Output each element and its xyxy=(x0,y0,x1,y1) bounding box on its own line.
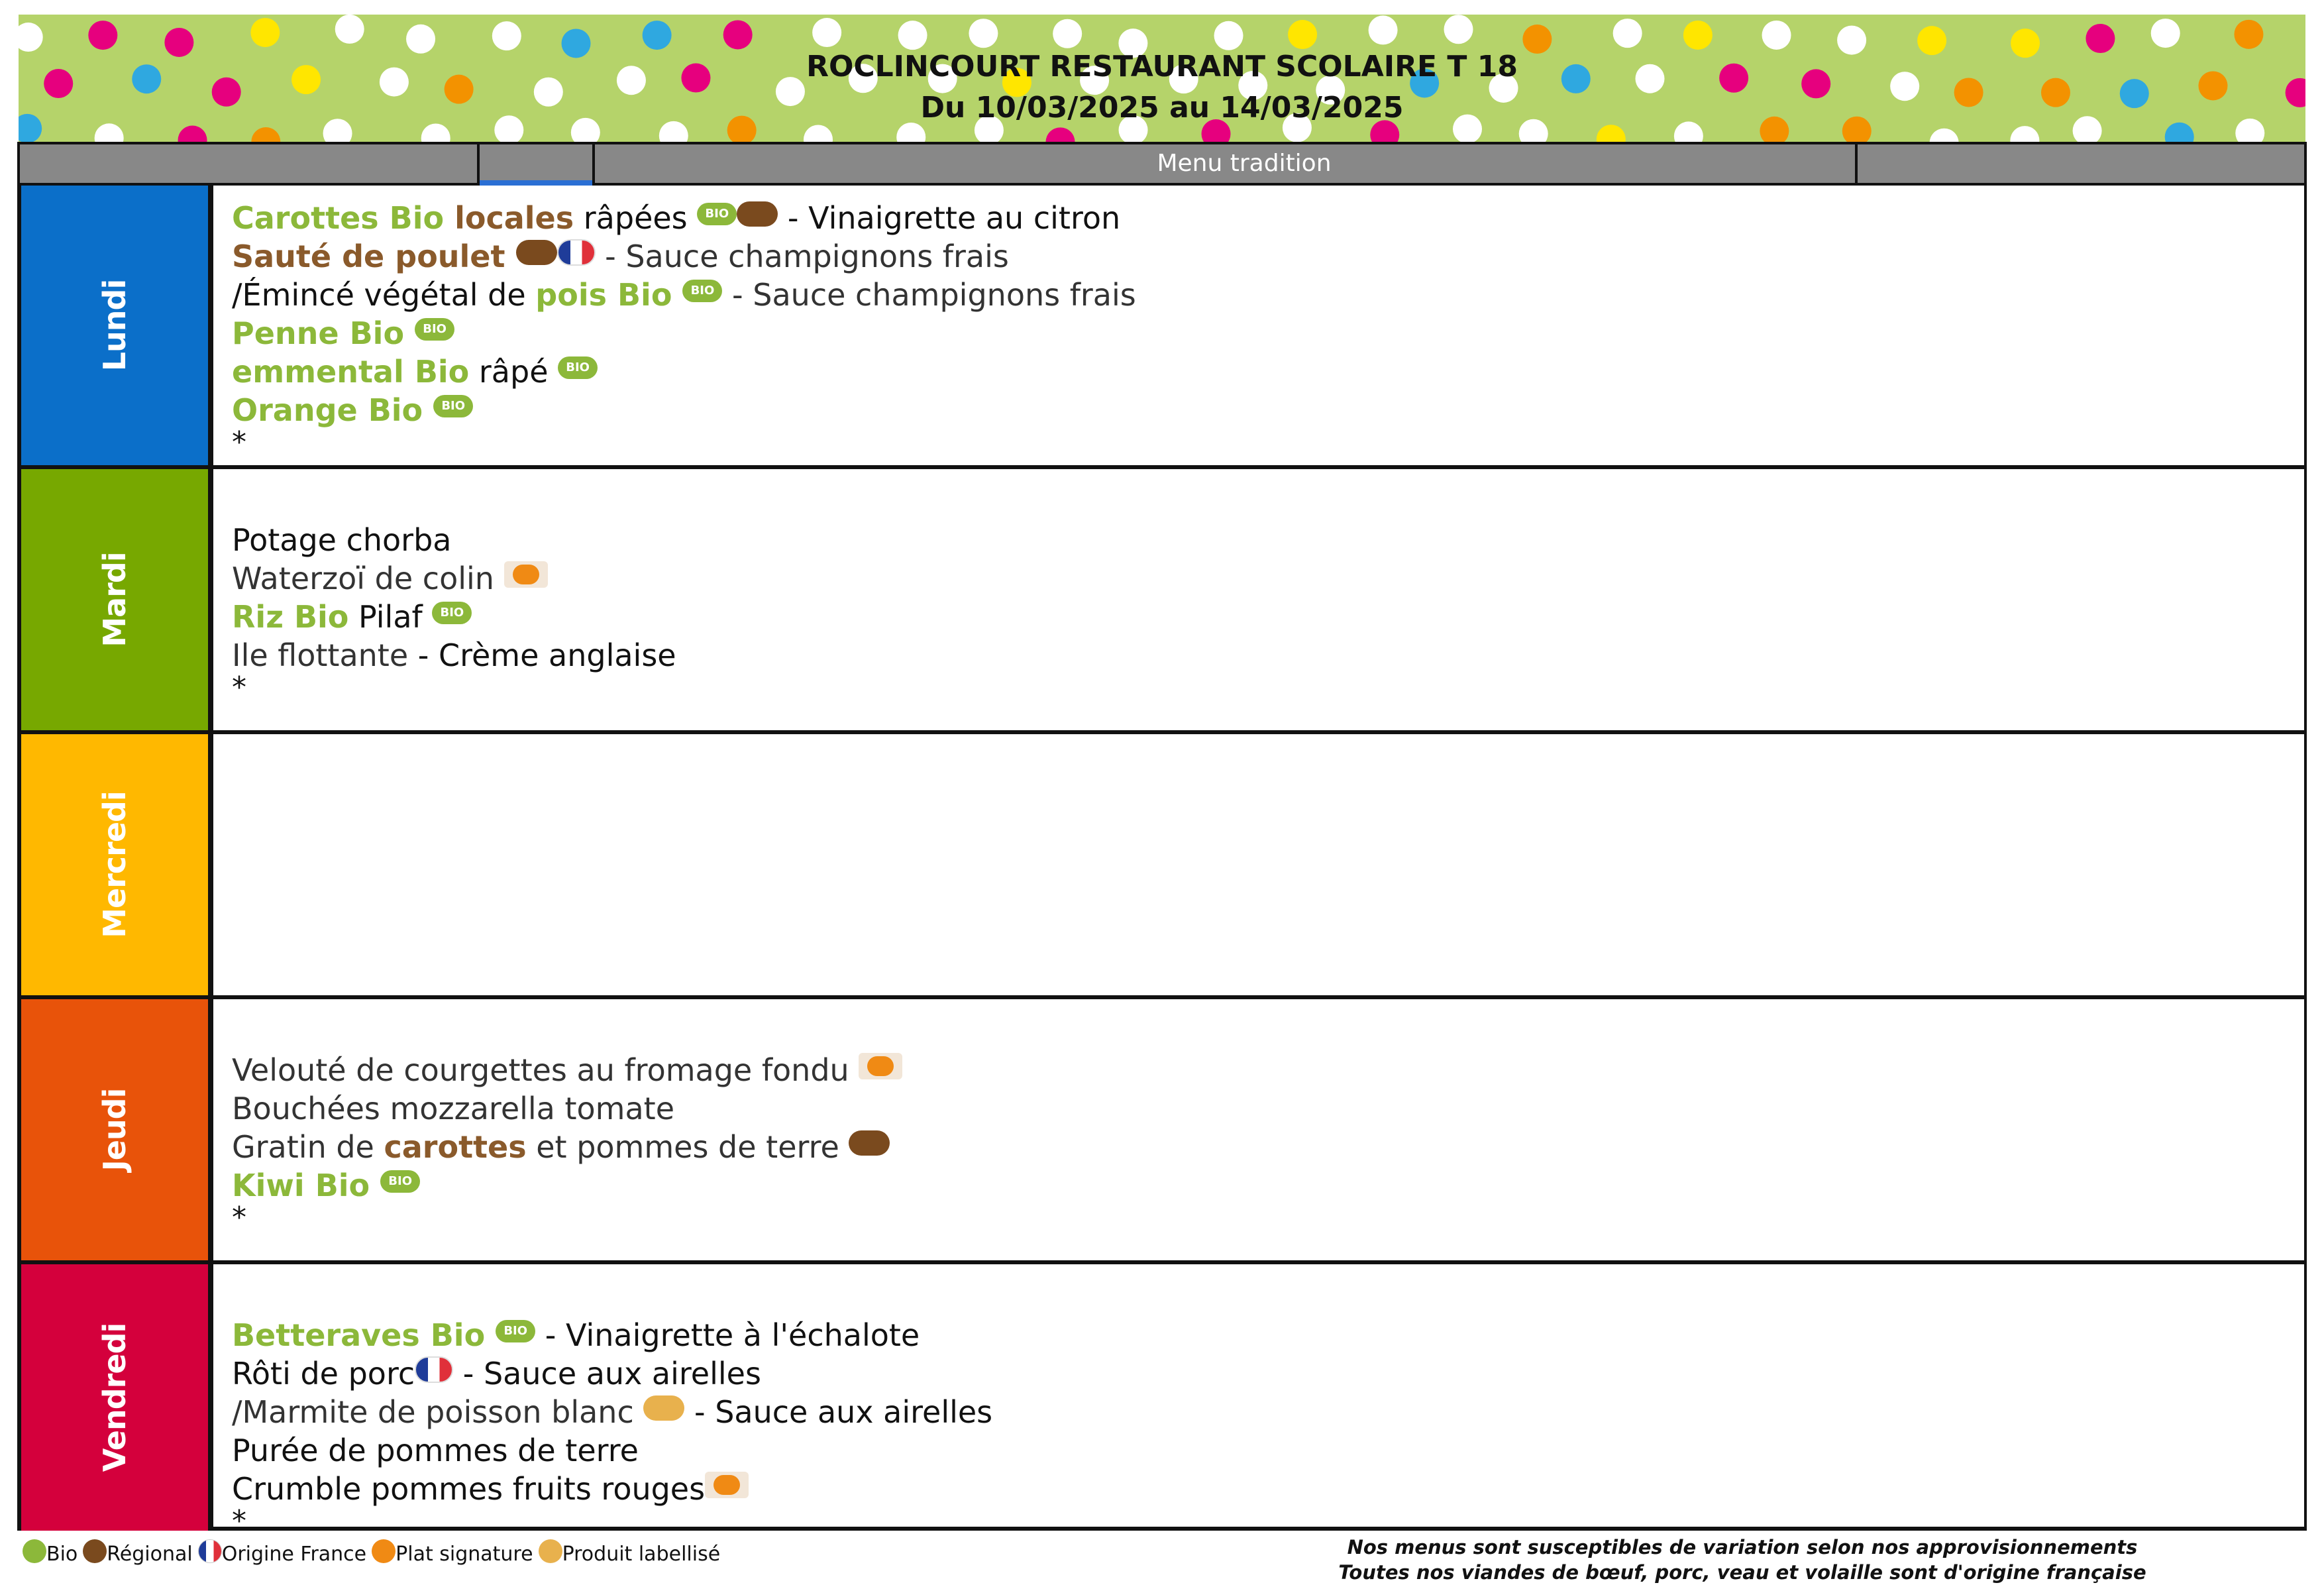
polka-dot xyxy=(1444,15,1473,44)
menu-text: Pilaf xyxy=(348,599,433,635)
menu-text: - Sauce champignons frais xyxy=(595,239,1009,274)
menu-text: Orange Bio xyxy=(232,392,434,428)
day-label-cell xyxy=(21,734,213,995)
regional-icon xyxy=(737,201,778,227)
day-name: Mercredi xyxy=(97,791,132,938)
legend-label: Plat signature xyxy=(396,1543,533,1566)
legend-label: Bio xyxy=(46,1543,78,1566)
polka-dot xyxy=(1930,129,1959,142)
day-label-cell xyxy=(21,186,213,465)
menu-line xyxy=(232,1393,2291,1431)
weekly-menu-table xyxy=(17,186,2307,1538)
french-flag-icon xyxy=(557,239,596,266)
legend-item xyxy=(23,1543,78,1566)
polka-dot xyxy=(1369,15,1398,44)
column-separator xyxy=(477,142,480,186)
column-header-bar xyxy=(17,142,2307,186)
menu-line xyxy=(232,391,2291,429)
column-separator xyxy=(592,142,595,186)
day-label-cell xyxy=(21,469,213,730)
polka-dot xyxy=(1053,19,1082,48)
menu-line xyxy=(232,1128,2291,1166)
polka-dot xyxy=(723,20,753,49)
label-rosette-icon xyxy=(643,1395,684,1421)
menu-text: - Vinaigrette à l'échalote xyxy=(535,1317,920,1353)
day-row-mardi xyxy=(21,469,2304,734)
polka-dot xyxy=(250,18,280,47)
bio-icon: BIO xyxy=(496,1320,535,1342)
polka-dot xyxy=(2151,19,2180,48)
menu-text: pois Bio xyxy=(535,277,683,313)
menu-text: Velouté de courgettes au fromage fondu xyxy=(232,1052,859,1088)
note-supply-variation: Nos menus sont susceptibles de variation selon nos approvisionnements xyxy=(1347,1536,2138,1558)
menu-text: Purée de pommes de terre xyxy=(232,1433,639,1468)
menu-line xyxy=(232,1166,2291,1205)
day-label-cell xyxy=(21,999,213,1260)
polka-dot xyxy=(335,15,364,44)
header-banner xyxy=(19,15,2305,142)
legend-item xyxy=(372,1543,533,1566)
menu-text: et pommes de terre xyxy=(526,1129,849,1165)
bio-icon: BIO xyxy=(433,395,473,417)
day-label-cell xyxy=(21,1264,213,1531)
bio-icon: BIO xyxy=(415,318,454,341)
menu-line xyxy=(232,1201,2291,1234)
legend-label: Origine France xyxy=(221,1543,367,1566)
menu-line xyxy=(232,237,2291,276)
restaurant-title: ROCLINCOURT RESTAURANT SCOLAIRE T 18 xyxy=(806,50,1518,83)
day-name: Mardi xyxy=(97,552,132,647)
menu-line xyxy=(232,482,2291,521)
menu-text: Ile flottante xyxy=(232,637,409,673)
polka-dot xyxy=(1046,127,1075,142)
chef-hat-icon xyxy=(504,561,548,588)
legend-label: Produit labellisé xyxy=(562,1543,721,1566)
bio-icon: BIO xyxy=(432,602,472,624)
day-name: Jeudi xyxy=(97,1088,132,1172)
polka-dot xyxy=(812,18,841,47)
label-rosette-icon xyxy=(539,1539,562,1563)
chef-hat-icon xyxy=(859,1053,902,1079)
menu-text: /Marmite de poisson blanc xyxy=(232,1394,644,1430)
menu-line xyxy=(232,559,2291,598)
menu-line xyxy=(232,1316,2291,1354)
menu-line xyxy=(232,1470,2291,1508)
polka-dot xyxy=(251,127,280,142)
menu-text: Sauté de poulet xyxy=(232,239,516,274)
legend-item xyxy=(539,1543,721,1566)
day-row-lundi xyxy=(21,186,2304,469)
menu-text: Rôti de porc xyxy=(232,1356,415,1392)
bio-icon: BIO xyxy=(682,280,722,302)
menu-text: - Sauce aux airelles xyxy=(684,1394,993,1430)
regional-icon xyxy=(516,240,557,265)
bio-icon: BIO xyxy=(558,356,598,379)
day-row-vendredi xyxy=(21,1264,2304,1538)
date-range: Du 10/03/2025 au 14/03/2025 xyxy=(920,91,1404,125)
polka-dot xyxy=(643,21,672,50)
menu-line xyxy=(232,314,2291,353)
menu-text: Kiwi Bio xyxy=(232,1168,381,1203)
footer-notes xyxy=(1245,1535,2239,1585)
polka-dot xyxy=(1613,19,1642,48)
menu-text: Bouchées mozzarella tomate xyxy=(232,1091,675,1126)
menu-line xyxy=(232,425,2291,459)
polka-dot xyxy=(898,21,927,50)
legend-item xyxy=(198,1543,366,1566)
menu-line xyxy=(232,199,2291,237)
polka-dot xyxy=(1762,21,1791,50)
french-flag-icon xyxy=(198,1539,222,1563)
menu-text: - Sauce champignons frais xyxy=(722,277,1136,313)
menu-line xyxy=(232,598,2291,636)
bio-icon: BIO xyxy=(697,203,737,225)
chef-hat-icon xyxy=(372,1539,396,1563)
menu-text: * xyxy=(232,425,246,459)
menu-text: - Sauce aux airelles xyxy=(453,1356,761,1392)
menu-line xyxy=(232,636,2291,675)
polka-dot xyxy=(88,21,117,50)
menu-text: Waterzoï de colin xyxy=(232,561,504,596)
note-meat-origin: Toutes nos viandes de bœuf, porc, veau et volaille sont d'origine française xyxy=(1338,1561,2146,1584)
menu-text: - Vinaigrette au citron xyxy=(778,200,1121,236)
menu-line xyxy=(232,521,2291,559)
bio-icon xyxy=(23,1539,46,1563)
menu-tradition-header: Menu tradition xyxy=(1157,150,1332,177)
menu-text: locales xyxy=(454,200,574,236)
column-accent xyxy=(480,180,592,186)
day-row-jeudi xyxy=(21,999,2304,1264)
menu-text: Betteraves Bio xyxy=(232,1317,496,1353)
menu-line xyxy=(232,1089,2291,1128)
menu-line xyxy=(232,1012,2291,1051)
menu-line xyxy=(232,353,2291,391)
menu-line xyxy=(232,1354,2291,1393)
icon-legend xyxy=(23,1543,725,1567)
menu-line xyxy=(232,276,2291,314)
menu-text: * xyxy=(232,1201,246,1234)
menu-text: Gratin de xyxy=(232,1129,384,1165)
menu-line xyxy=(232,1278,2291,1316)
polka-dot xyxy=(1288,20,1317,49)
polka-dot xyxy=(1683,21,1713,50)
menu-text: emmental Bio xyxy=(232,354,470,390)
chef-hat-icon xyxy=(705,1472,749,1498)
menu-text: * xyxy=(232,1504,246,1538)
menu-text: Crumble pommes fruits rouges xyxy=(232,1471,706,1507)
legend-label: Régional xyxy=(107,1543,193,1566)
menu-line xyxy=(232,671,2291,704)
day-name: Vendredi xyxy=(97,1323,132,1472)
menu-items xyxy=(232,1012,2291,1234)
legend-item xyxy=(83,1543,192,1566)
menu-line xyxy=(232,1431,2291,1470)
polka-dot xyxy=(969,19,998,48)
menu-text: râpé xyxy=(469,354,558,390)
menu-text: Carottes Bio xyxy=(232,200,455,236)
day-name: Lundi xyxy=(97,279,132,372)
regional-icon xyxy=(849,1130,890,1156)
menu-items xyxy=(232,1278,2291,1538)
menu-text: - Crème anglaise xyxy=(408,637,676,673)
menu-line xyxy=(232,1051,2291,1089)
french-flag-icon xyxy=(415,1356,453,1383)
page-title xyxy=(19,46,2305,129)
menu-text: Riz Bio xyxy=(232,599,349,635)
regional-icon xyxy=(83,1539,107,1563)
menu-text: Penne Bio xyxy=(232,315,415,351)
menu-text: /Émincé végétal de xyxy=(232,277,536,313)
menu-text: râpées xyxy=(574,200,698,236)
menu-text: * xyxy=(232,671,246,704)
day-row-mercredi xyxy=(21,734,2304,999)
menu-items xyxy=(232,482,2291,704)
menu-text: Potage chorba xyxy=(232,522,452,558)
polka-dot xyxy=(2234,20,2263,49)
menu-line xyxy=(232,1504,2291,1538)
menu-items xyxy=(232,199,2291,459)
bio-icon: BIO xyxy=(380,1170,420,1193)
menu-text: carottes xyxy=(384,1129,527,1165)
